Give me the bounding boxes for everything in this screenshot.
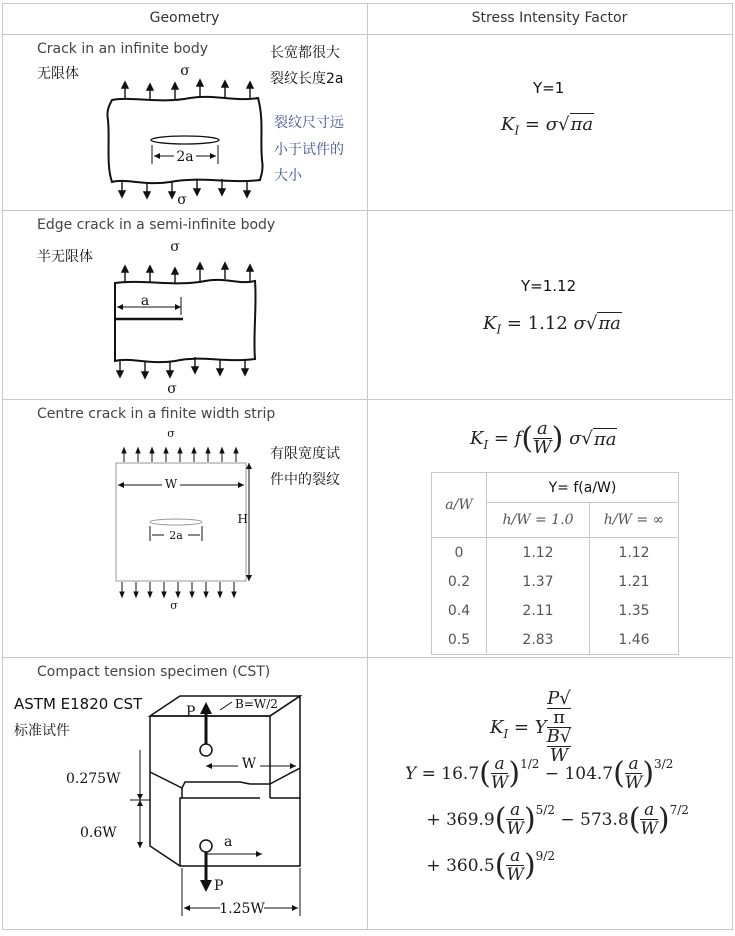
cell: 2.83 bbox=[487, 625, 590, 655]
dim2-label: 0.6W bbox=[80, 825, 117, 841]
term-exponent: 5/2 bbox=[535, 803, 555, 817]
y-value: Y=1.12 bbox=[521, 277, 577, 295]
geometry-title: Centre crack in a finite width strip bbox=[37, 406, 276, 422]
stress-top-label: σ bbox=[170, 239, 180, 255]
note: 标准试件 bbox=[14, 723, 70, 739]
compact-tension-diagram bbox=[60, 688, 360, 924]
term-exponent: 3/2 bbox=[654, 757, 674, 771]
height-label: H bbox=[237, 512, 248, 526]
cell: 0.2 bbox=[432, 567, 487, 596]
polynomial-line: Y = 16.7 ( $\frac{a}{W}$ ) $^{1/2}$ − 104.7 ( $\frac{a}{W}$ ) $^{3/2}$ bbox=[405, 754, 674, 793]
cell: 1.35 bbox=[590, 596, 679, 625]
cell: 2.11 bbox=[487, 596, 590, 625]
width-label: W bbox=[241, 756, 257, 772]
cell: 0.4 bbox=[432, 596, 487, 625]
geometry-title: Compact tension specimen (CST) bbox=[37, 664, 271, 680]
sif-formula: K $_I$ = Y P√ π B√ W bbox=[490, 688, 572, 766]
term-exponent: 1/2 bbox=[520, 757, 540, 771]
note: 件中的裂纹 bbox=[270, 472, 340, 488]
y-factor-table bbox=[431, 472, 679, 655]
term-coefficient: 369.9 bbox=[446, 809, 495, 830]
term-exponent: 7/2 bbox=[669, 803, 689, 817]
term-sign: − bbox=[539, 763, 565, 784]
table-row bbox=[432, 538, 679, 568]
geometry-title: Edge crack in a semi-infinite body bbox=[37, 217, 276, 233]
note: ASTM E1820 CST bbox=[14, 695, 143, 713]
table-row bbox=[432, 567, 679, 596]
y-polynomial bbox=[405, 755, 725, 895]
term-coefficient: 360.5 bbox=[446, 855, 495, 876]
note-blue: 大小 bbox=[274, 168, 302, 184]
header-geometry: Geometry bbox=[149, 10, 220, 26]
load-bottom-label: P bbox=[214, 878, 224, 894]
cell: 1.12 bbox=[590, 538, 679, 568]
sub-header: h/W = ∞ bbox=[590, 503, 679, 538]
note: 裂纹长度2a bbox=[270, 71, 344, 87]
geometry-title: Crack in an infinite body bbox=[37, 41, 209, 57]
finite-strip-diagram bbox=[110, 425, 270, 615]
note: 长宽都很大 bbox=[270, 45, 340, 61]
crack-label: 2a bbox=[176, 149, 194, 165]
sif-formula: K $_I$ = f ( $\frac{a}{W}$ ) σ √ πa bbox=[470, 418, 617, 458]
sub-header: h/W = 1.0 bbox=[487, 503, 590, 538]
width-label: W bbox=[164, 477, 178, 491]
edge-crack-diagram bbox=[105, 235, 265, 395]
infinite-body-diagram bbox=[100, 60, 270, 210]
stress-bottom-label: σ bbox=[167, 381, 177, 395]
y-value: Y=1 bbox=[533, 79, 565, 97]
stress-top-label: σ bbox=[180, 63, 190, 79]
term-exponent: 9/2 bbox=[535, 849, 555, 863]
load-top-label: P bbox=[186, 704, 196, 720]
stress-bottom-label: σ bbox=[177, 192, 187, 208]
crack-label: a bbox=[140, 293, 150, 309]
cell: 0.5 bbox=[432, 625, 487, 655]
sif-formula: $K_I = 1.12$ σ√πa bbox=[483, 313, 621, 337]
term-coefficient: 573.8 bbox=[580, 809, 629, 830]
cn-label: 半无限体 bbox=[37, 249, 93, 265]
note-blue: 小于试件的 bbox=[274, 142, 344, 158]
table-row bbox=[432, 596, 679, 625]
cell: 1.12 bbox=[487, 538, 590, 568]
note-blue: 裂纹尺寸远 bbox=[274, 115, 344, 131]
polynomial-line: + 360.5 ( $\frac{a}{W}$ ) $^{9/2}$ bbox=[421, 846, 555, 885]
cell: 1.46 bbox=[590, 625, 679, 655]
cell: 1.37 bbox=[487, 567, 590, 596]
col-header: a/W bbox=[432, 473, 487, 538]
group-header: Y= f(a/W) bbox=[487, 473, 679, 503]
cell: 1.21 bbox=[590, 567, 679, 596]
sif-formula: $K_I = \sigma√\pi a$ bbox=[501, 114, 594, 138]
term-sign: − bbox=[554, 809, 581, 830]
table-row bbox=[432, 625, 679, 655]
crack-label: 2a bbox=[169, 529, 183, 542]
cn-label: 无限体 bbox=[37, 66, 79, 82]
stress-bottom-label: σ bbox=[170, 599, 178, 612]
polynomial-line: + 369.9 ( $\frac{a}{W}$ ) $^{5/2}$ − 573.8 ( $\frac{a}{W}$ ) $^{7/2}$ bbox=[421, 800, 689, 839]
crack-label: a bbox=[224, 834, 233, 850]
header-sif: Stress Intensity Factor bbox=[471, 10, 628, 26]
length-label: 1.25W bbox=[219, 901, 265, 917]
term-sign: + bbox=[421, 855, 447, 876]
term-sign: + bbox=[421, 809, 447, 830]
cell: 0 bbox=[432, 538, 487, 568]
thickness-label: B=W/2 bbox=[235, 697, 278, 711]
dim1-label: 0.275W bbox=[66, 771, 121, 787]
stress-top-label: σ bbox=[167, 427, 175, 440]
note: 有限宽度试 bbox=[270, 446, 340, 462]
term-coefficient: 104.7 bbox=[564, 763, 614, 784]
term-coefficient: 16.7 bbox=[441, 763, 480, 784]
